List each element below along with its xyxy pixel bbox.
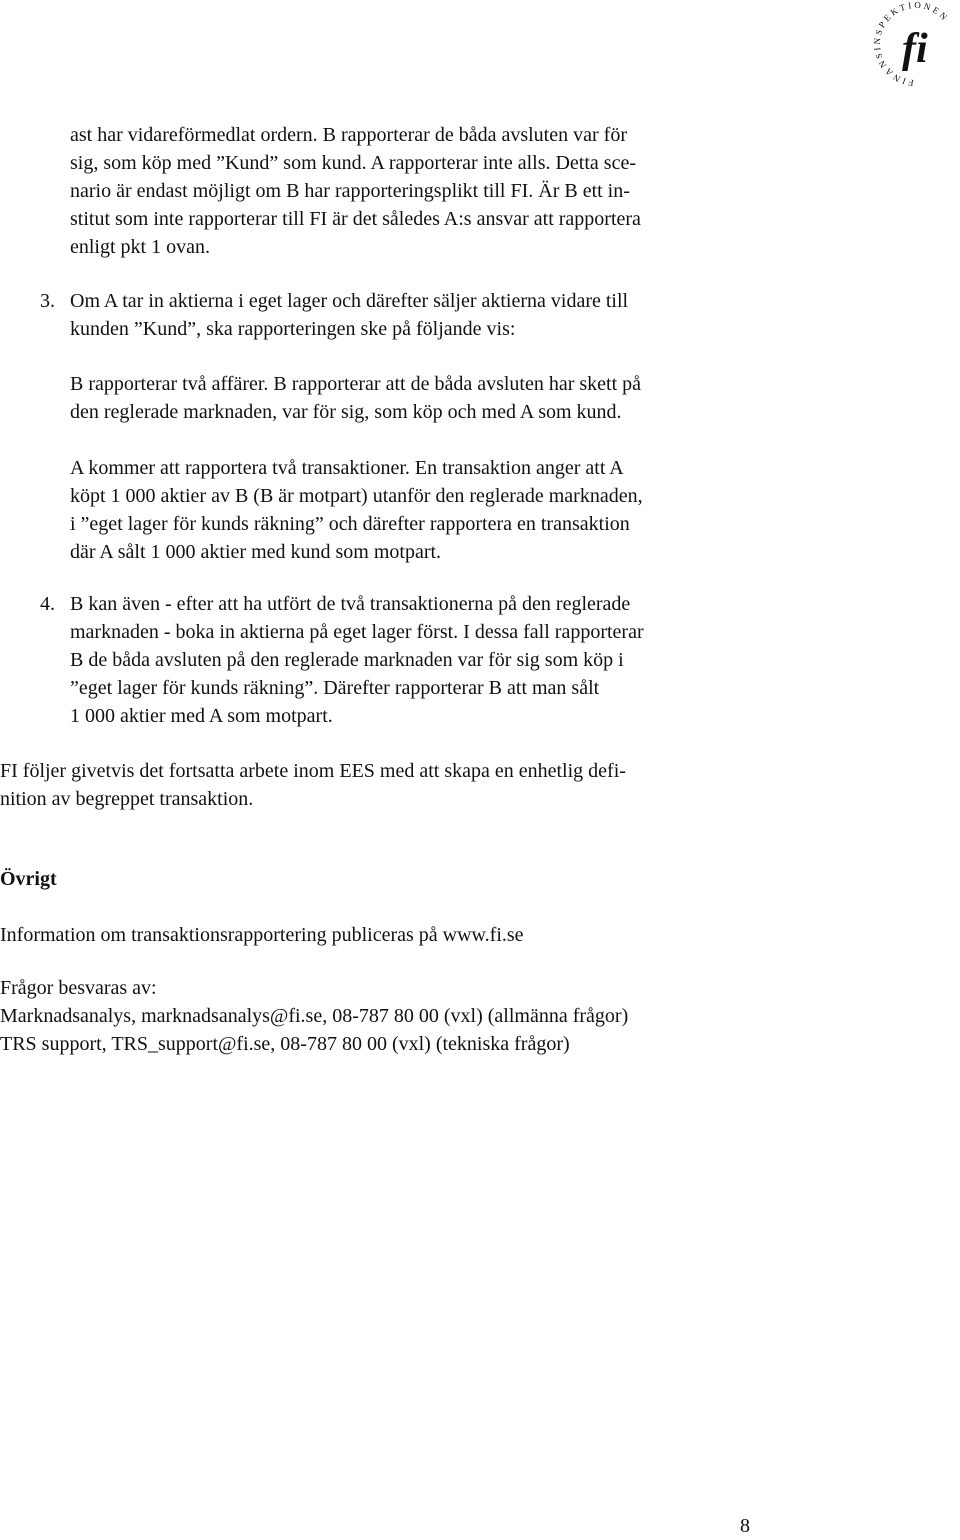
text-line: FI följer givetvis det fortsatta arbete inom EES med att skapa en enhetlig defi-: [0, 760, 626, 782]
finansinspektionen-logo: [872, 0, 960, 88]
list-number-4: 4.: [40, 593, 55, 615]
logo-ring-text: FINANSINSPEKTIONEN: [872, 0, 951, 88]
item-3-paragraph-b: [70, 370, 641, 426]
closing-paragraph: [0, 757, 626, 813]
item-4-paragraph: [70, 590, 644, 730]
text-line: i ”eget lager för kunds räkning” och därefter rapportera en transaktion: [70, 513, 630, 535]
text-line: Om A tar in aktierna i eget lager och därefter säljer aktierna vidare till: [70, 290, 629, 312]
text-line: sig, som köp med ”Kund” som kund. A rapporterar inte alls. Detta sce-: [70, 152, 636, 174]
contact-trs-support: TRS support, TRS_support@fi.se, 08-787 80 00 (vxl) (tekniska frågor): [0, 1033, 570, 1055]
info-text: Information om transaktionsrapportering publiceras på www.fi.se: [0, 924, 524, 946]
text-line: B rapporterar två affärer. B rapporterar att de båda avsluten har skett på: [70, 373, 642, 395]
text-line: ast har vidareförmedlat ordern. B rapporterar de båda avsluten var för: [70, 124, 627, 146]
contact-marknadsanalys: Marknadsanalys, marknadsanalys@fi.se, 08-787 80 00 (vxl) (allmänna frågor): [0, 1005, 629, 1027]
page-number: 8: [740, 1515, 750, 1537]
text-line: enligt pkt 1 ovan.: [70, 236, 210, 258]
logo-mark: fi: [902, 26, 928, 72]
text-line: nario är endast möjligt om B har rapporteringsplikt till FI. Är B ett in-: [70, 180, 630, 202]
text-line: där A sålt 1 000 aktier med kund som motpart.: [70, 541, 442, 563]
text-line: A kommer att rapportera två transaktioner. En transaktion anger att A: [70, 457, 624, 479]
text-line: kunden ”Kund”, ska rapporteringen ske på följande vis:: [70, 318, 516, 340]
text-line: köpt 1 000 aktier av B (B är motpart) utanför den reglerade marknaden,: [70, 485, 643, 507]
text-line: nition av begreppet transaktion.: [0, 788, 254, 810]
item-3-paragraph: [70, 287, 628, 343]
text-line: ”eget lager för kunds räkning”. Därefter rapporterar B att man sålt: [70, 677, 600, 699]
text-line: 1 000 aktier med A som motpart.: [70, 705, 333, 727]
text-line: den reglerade marknaden, var för sig, som köp och med A som kund.: [70, 401, 622, 423]
item-3-paragraph-a: [70, 454, 643, 566]
intro-paragraph: [70, 121, 641, 261]
questions-label: Frågor besvaras av:: [0, 977, 157, 999]
text-line: B kan även - efter att ha utfört de två transaktionerna på den reglerade: [70, 593, 631, 615]
section-heading-ovrigt: Övrigt: [0, 868, 57, 890]
contacts-block: [0, 974, 628, 1058]
text-line: marknaden - boka in aktierna på eget lager först. I dessa fall rapporterar: [70, 621, 644, 643]
text-line: B de båda avsluten på den reglerade marknaden var för sig som köp i: [70, 649, 624, 671]
text-line: stitut som inte rapporterar till FI är det således A:s ansvar att rapportera: [70, 208, 641, 230]
list-number-3: 3.: [40, 290, 55, 312]
